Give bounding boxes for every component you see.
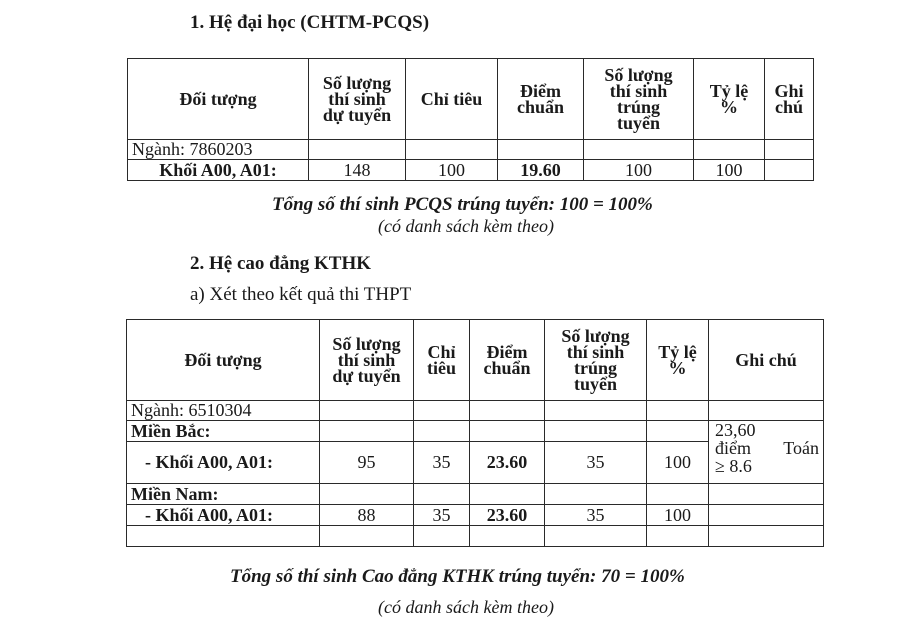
section1-total: Tổng số thí sinh PCQS trúng tuyển: 100 = 100% — [272, 194, 653, 215]
header-diem-chuan: Điểm chuẩn — [498, 59, 584, 140]
header-ghi-chu: Ghi chú — [709, 320, 824, 401]
header-chi-tieu: Chỉ tiêu — [406, 59, 498, 140]
trung-tuyen-value: 100 — [584, 160, 694, 181]
chi-tieu-value: 35 — [414, 442, 470, 484]
chi-tieu-value: 100 — [406, 160, 498, 181]
section1-note: (có danh sách kèm theo) — [378, 216, 554, 236]
ghi-chu-note: 23,60 điểm Toán ≥ 8.6 — [709, 421, 824, 484]
table-row — [127, 421, 824, 442]
trung-tuyen-value: 35 — [545, 505, 647, 526]
header-doi-tuong: Đối tượng — [127, 320, 320, 401]
table-row — [127, 505, 824, 526]
diem-chuan-value: 19.60 — [498, 160, 584, 181]
du-tuyen-value: 148 — [309, 160, 406, 181]
khoi-label: Khối A00, A01: — [128, 160, 309, 181]
region-mien-bac: Miền Bắc: — [127, 421, 320, 442]
ty-le-value: 100 — [647, 505, 709, 526]
table-university — [127, 58, 814, 181]
table-row — [127, 484, 824, 505]
table-row — [128, 160, 814, 181]
du-tuyen-value: 88 — [320, 505, 414, 526]
section1-heading: 1. Hệ đại học (CHTM-PCQS) — [190, 12, 430, 33]
table-row — [127, 526, 824, 547]
header-chi-tieu: Chỉ tiêu — [414, 320, 470, 401]
khoi-label: - Khối A00, A01: — [127, 505, 320, 526]
header-ghi-chu: Ghi chú — [765, 59, 814, 140]
table-row — [128, 140, 814, 160]
section2-subheading: a) Xét theo kết quả thi THPT — [190, 284, 412, 305]
khoi-label: - Khối A00, A01: — [127, 442, 320, 484]
nganh-code: Ngành: 6510304 — [127, 401, 320, 421]
header-so-luong: Số lượng thí sinh dự tuyển — [309, 59, 406, 140]
table-row — [127, 401, 824, 421]
section2-heading: 2. Hệ cao đẳng KTHK — [190, 253, 372, 274]
chi-tieu-value: 35 — [414, 505, 470, 526]
header-trung-tuyen: Số lượng thí sinh trúng tuyển — [545, 320, 647, 401]
trung-tuyen-value: 35 — [545, 442, 647, 484]
header-diem-chuan: Điểm chuẩn — [470, 320, 545, 401]
header-ty-le: Tỷ lệ % — [694, 59, 765, 140]
ty-le-value: 100 — [694, 160, 765, 181]
ty-le-value: 100 — [647, 442, 709, 484]
section2-note: (có danh sách kèm theo) — [378, 597, 554, 617]
table-college — [126, 319, 824, 547]
diem-chuan-value: 23.60 — [470, 442, 545, 484]
du-tuyen-value: 95 — [320, 442, 414, 484]
region-mien-nam: Miền Nam: — [127, 484, 320, 505]
diem-chuan-value: 23.60 — [470, 505, 545, 526]
header-so-luong: Số lượng thí sinh dự tuyển — [320, 320, 414, 401]
header-trung-tuyen: Số lượng thí sinh trúng tuyển — [584, 59, 694, 140]
header-doi-tuong: Đối tượng — [128, 59, 309, 140]
header-ty-le: Tỷ lệ % — [647, 320, 709, 401]
section2-total: Tổng số thí sinh Cao đẳng KTHK trúng tuyển: 70 = 100% — [230, 566, 685, 587]
nganh-code: Ngành: 7860203 — [128, 140, 309, 160]
